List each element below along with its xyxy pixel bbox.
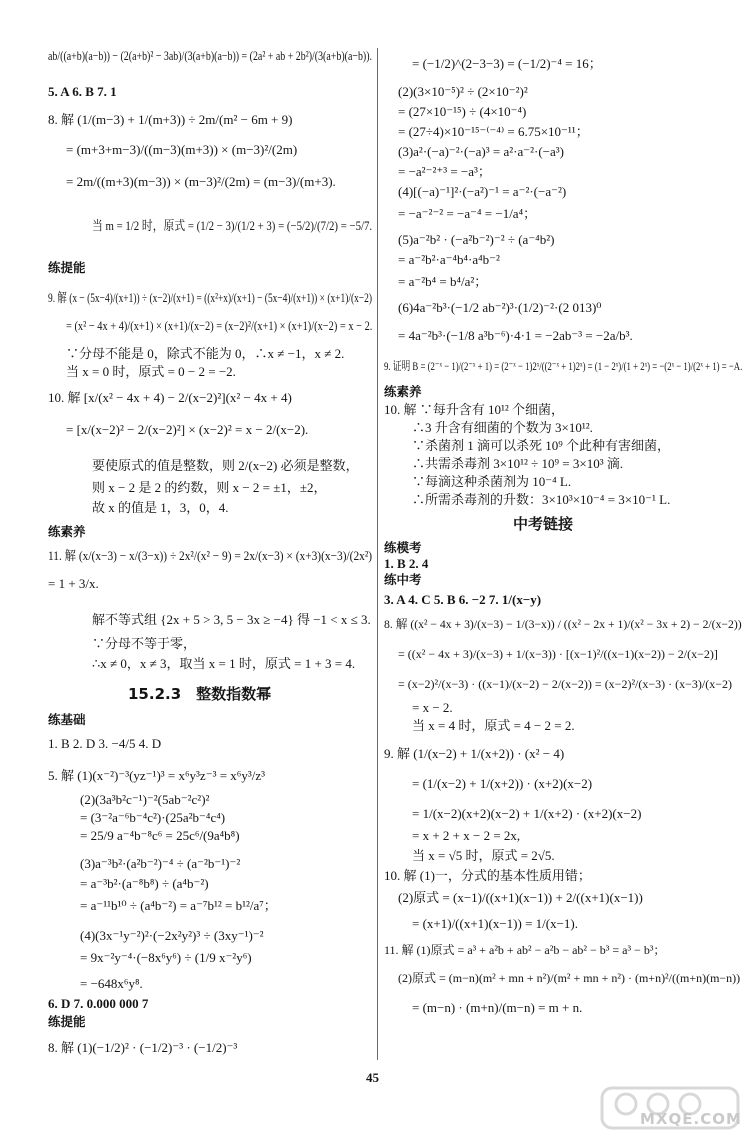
page-number: 45 <box>366 1070 379 1085</box>
r-line: = −a²⁻²⁺³ = −a³； <box>398 164 491 179</box>
l-line: 则 x − 2 是 2 的约数，则 x − 2 = ±1，±2， <box>92 480 327 495</box>
l-line: 5. A 6. B 7. 1 <box>48 84 117 99</box>
l-line: = (x² − 4x + 4)/(x+1) × (x+1)/(x−2) = (x−2)²/(x+1) × (x+1)/(x−2) = x − 2. <box>66 318 373 333</box>
r-line: (6)4a⁻²b³·(−1/2 ab⁻²)³·(1/2)⁻²·(2 013)⁰ <box>398 300 602 315</box>
section-heading: 练中考 <box>384 572 422 587</box>
r-line: = a⁻²b²·a⁻⁴b⁴·a⁴b⁻² <box>398 252 500 267</box>
r-line: ∴3 升含有细菌的个数为 3×10¹². <box>412 420 593 435</box>
r-line: = x − 2. <box>412 700 453 715</box>
l-line: 故 x 的值是 1，3，0，4. <box>92 500 229 515</box>
r-line: = 4a⁻²b³·(−1/8 a³b⁻⁶)·4·1 = −2ab⁻³ = −2a/b³. <box>398 328 633 343</box>
r-line: = ((x² − 4x + 3)/(x−3) + 1/(x−3)) · [(x−1)²/((x−1)(x−2)) − 2/(x−2)] <box>398 647 718 661</box>
section-heading: 练基础 <box>48 712 86 727</box>
l-line: 9. 解 (x − (5x−4)/(x+1)) ÷ (x−2)/(x+1) = ((x²+x)/(x+1) − (5x−4)/(x+1)) × (x+1)/(x−2) <box>48 290 372 305</box>
l-line: (3)a⁻³b²·(a²b⁻²)⁻⁴ ÷ (a⁻²b⁻¹)⁻² <box>80 856 241 871</box>
l-line: ∵分母不等于零， <box>92 636 197 651</box>
r-line: = 1/(x−2)(x+2)(x−2) + 1/(x+2) · (x+2)(x−2) <box>412 806 642 821</box>
section-heading: 练提能 <box>48 1014 86 1029</box>
l-line: = 1 + 3/x. <box>48 576 99 591</box>
r-line: (3)a²·(−a)⁻²·(−a)³ = a²·a⁻²·(−a³) <box>398 144 565 159</box>
r-line: 8. 解 ((x² − 4x + 3)/(x−3) − 1/(3−x)) / ((x² − 2x + 1)/(x² − 3x + 2) − 2/(x−2)) <box>384 617 742 631</box>
l-line: 5. 解 (1)(x⁻²)⁻³(yz⁻¹)³ = x⁶y³z⁻³ = x⁶y³/z³ <box>48 768 266 783</box>
l-line: 8. 解 (1)(−1/2)² · (−1/2)⁻³ · (−1/2)⁻³ <box>48 1040 238 1055</box>
l-line: = a⁻¹¹b¹⁰ ÷ (a⁴b⁻²) = a⁻⁷b¹² = b¹²/a⁷； <box>80 898 277 913</box>
l-line: 当 x = 0 时，原式 = 0 − 2 = −2. <box>66 364 236 379</box>
r-line: = a⁻²b⁴ = b⁴/a²； <box>398 274 488 289</box>
l-line: = 9x⁻²y⁻⁴·(−8x⁶y⁶) ÷ (1/9 x⁻²y⁶) <box>80 950 252 965</box>
l-line: = 25/9 a⁻⁴b⁻⁸c⁶ = 25c⁶/(9a⁴b⁸) <box>80 828 240 843</box>
r-line: ∴共需杀毒剂 3×10¹² ÷ 10⁹ = 3×10³ 滴. <box>412 456 624 471</box>
l-line: = 2m/((m+3)(m−3)) × (m−3)²/(2m) = (m−3)/(m+3). <box>66 174 336 189</box>
r-line: = (1/(x−2) + 1/(x+2)) · (x+2)(x−2) <box>412 776 593 791</box>
r-line: ∴所需杀毒剂的升数：3×10³×10⁻⁴ = 3×10⁻¹ L. <box>412 492 671 507</box>
section-title: 中考链接 <box>513 515 574 533</box>
r-line: = (m−n) · (m+n)/(m−n) = m + n. <box>412 1000 583 1015</box>
r-line: 9. 证明 B = (2⁻ˣ − 1)/(2⁻ˣ + 1) = (2⁻ˣ − 1)2ˣ/((2⁻ˣ + 1)2ˣ) = (1 − 2ˣ)/(1 + 2ˣ) = −(2ˣ − 1)/(2ˣ + 1) = −A. <box>384 359 743 373</box>
l-line: ab/((a+b)(a−b)) − (2(a+b)² − 3ab)/(3(a+b)(a−b)) = (2a² + ab + 2b²)/(3(a+b)(a−b)). <box>48 48 373 63</box>
r-line: = (−1/2)^(2−3−3) = (−1/2)⁻⁴ = 16； <box>412 56 602 71</box>
r-line: 11. 解 (1)原式 = a³ + a²b + ab² − a²b − ab² − b³ = a³ − b³； <box>384 943 666 957</box>
r-line: 1. B 2. 4 <box>384 556 429 571</box>
r-line: ∵每滴这种杀菌剂为 10⁻⁴ L. <box>412 474 572 489</box>
r-line: ∵杀菌剂 1 滴可以杀死 10⁹ 个此种有害细菌， <box>412 438 671 453</box>
section-heading: 练模考 <box>384 540 422 555</box>
r-line: = (x+1)/((x+1)(x−1)) = 1/(x−1). <box>412 916 579 931</box>
r-line: 10. 解 ∵每升含有 10¹² 个细菌， <box>384 402 565 417</box>
r-line: = −a⁻²⁻² = −a⁻⁴ = −1/a⁴； <box>398 206 537 221</box>
l-line: 要使原式的值是整数，则 2/(x−2) 必须是整数， <box>92 458 359 473</box>
r-line: (2)原式 = (x−1)/((x+1)(x−1)) + 2/((x+1)(x−1)) <box>398 890 643 905</box>
l-line: = −648x⁶y⁸. <box>80 976 143 991</box>
section-heading: 练素养 <box>384 384 422 399</box>
l-line: = a⁻³b²·(a⁻⁸b⁸) ÷ (a⁴b⁻²) <box>80 876 209 891</box>
r-line: (5)a⁻²b² · (−a²b⁻²)⁻² ÷ (a⁻⁴b²) <box>398 232 555 247</box>
r-line: 10. 解 (1)一，分式的基本性质用错； <box>384 868 591 883</box>
l-line: 当 m = 1/2 时，原式 = (1/2 − 3)/(1/2 + 3) = (−5/2)/(7/2) = −5/7. <box>92 218 373 233</box>
l-line: 8. 解 (1/(m−3) + 1/(m+3)) ÷ 2m/(m² − 6m + 9) <box>48 112 293 127</box>
r-line: 当 x = √5 时，原式 = 2√5. <box>412 848 555 863</box>
column-divider <box>377 48 378 1060</box>
watermark-text: MXQE.COM <box>640 1110 742 1128</box>
r-line: = (x−2)²/(x−3) · ((x−1)/(x−2) − 2/(x−2)) = (x−2)²/(x−3) · (x−3)/(x−2) <box>398 677 732 691</box>
l-line: ∵分母不能是 0，除式不能为 0，∴x ≠ −1，x ≠ 2. <box>66 346 345 361</box>
l-line: (2)(3a³b²c⁻¹)⁻²(5ab⁻²c²)² <box>80 792 210 807</box>
r-line: (4)[(−a)⁻¹]²·(−a²)⁻¹ = a⁻²·(−a⁻²) <box>398 184 567 199</box>
l-line: 解不等式组 {2x + 5 > 3, 5 − 3x ≥ −4} 得 −1 < x ≤ 3. <box>92 612 371 627</box>
section-title: 15.2.3 整数指数幂 <box>128 685 272 703</box>
l-line: (4)(3x⁻¹y⁻²)²·(−2x²y²)³ ÷ (3xy⁻¹)⁻² <box>80 928 264 943</box>
l-line: 1. B 2. D 3. −4/5 4. D <box>48 736 162 751</box>
r-line: 9. 解 (1/(x−2) + 1/(x+2)) · (x² − 4) <box>384 746 565 761</box>
l-line: ∴x ≠ 0，x ≠ 3，取当 x = 1 时，原式 = 1 + 3 = 4. <box>92 656 356 671</box>
l-line: 6. D 7. 0.000 000 7 <box>48 996 149 1011</box>
l-line: 11. 解 (x/(x−3) − x/(3−x)) ÷ 2x²/(x² − 9) = 2x/(x−3) × (x+3)(x−3)/(2x²) <box>48 548 373 563</box>
r-line: = (27÷4)×10⁻¹⁵⁻⁽⁻⁴⁾ = 6.75×10⁻¹¹； <box>398 124 589 139</box>
r-line: 当 x = 4 时，原式 = 4 − 2 = 2. <box>412 718 575 733</box>
r-line: (2)(3×10⁻⁵)² ÷ (2×10⁻²)² <box>398 84 528 99</box>
r-line: (2)原式 = (m−n)(m² + mn + n²)/(m² + mn + n²) · (m+n)²/((m+n)(m−n)) <box>398 971 741 985</box>
section-heading: 练素养 <box>48 524 86 539</box>
l-line: 10. 解 [x/(x² − 4x + 4) − 2/(x−2)²](x² − 4x + 4) <box>48 390 292 405</box>
l-line: = [x/(x−2)² − 2/(x−2)²] × (x−2)² = x − 2/(x−2). <box>66 422 309 437</box>
section-heading: 练提能 <box>48 260 86 275</box>
r-line: = x + 2 + x − 2 = 2x, <box>412 828 521 843</box>
l-line: = (m+3+m−3)/((m−3)(m+3)) × (m−3)²/(2m) <box>66 142 298 157</box>
l-line: = (3⁻²a⁻⁶b⁻⁴c²)·(25a²b⁻⁴c⁴) <box>80 810 226 825</box>
r-line: 3. A 4. C 5. B 6. −2 7. 1/(x−y) <box>384 592 542 607</box>
r-line: = (27×10⁻¹⁵) ÷ (4×10⁻⁴) <box>398 104 527 119</box>
